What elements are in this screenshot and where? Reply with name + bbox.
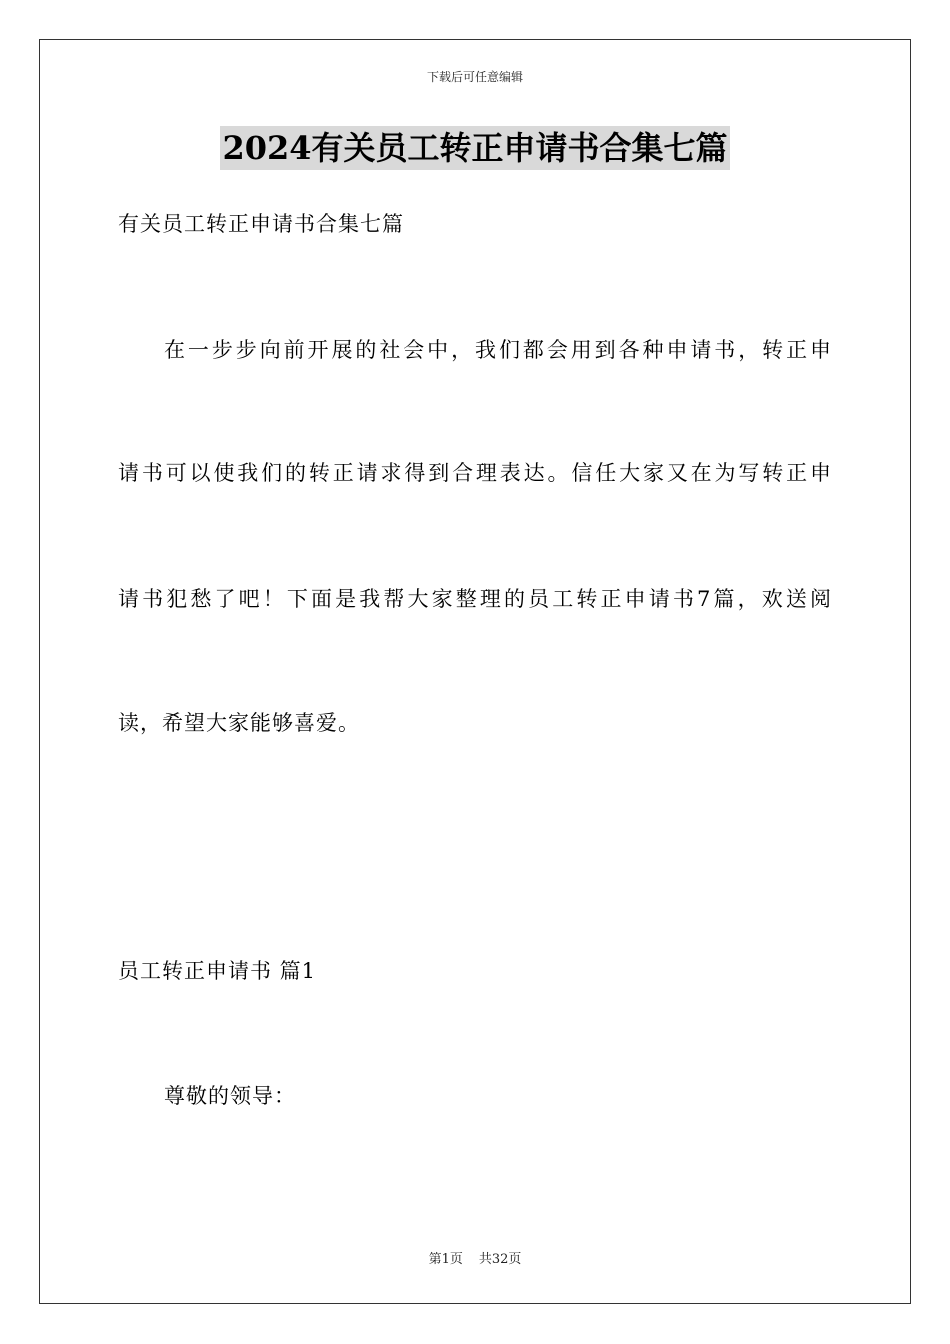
page-total: 共32页 xyxy=(478,1252,522,1267)
intro-line-3: 请书犯愁了吧！下面是我帮大家整理的员工转正申请书7篇，欢送阅 xyxy=(118,587,831,611)
section-heading: 员工转正申请书 篇1 xyxy=(118,959,317,983)
salutation: 尊敬的领导： xyxy=(164,1084,296,1108)
intro-line-4: 读，希望大家能够喜爱。 xyxy=(118,711,360,735)
document-title: 2024有关员工转正申请书合集七篇 xyxy=(220,126,729,170)
header-note: 下载后可任意编辑 xyxy=(426,70,523,84)
title-container xyxy=(0,126,950,170)
document-subtitle: 有关员工转正申请书合集七篇 xyxy=(118,212,404,236)
intro-line-2: 请书可以使我们的转正请求得到合理表达。信任大家又在为写转正申 xyxy=(118,461,831,485)
intro-line-1: 在一步步向前开展的社会中，我们都会用到各种申请书，转正申 xyxy=(164,338,831,362)
page-number: 第1页 xyxy=(428,1252,463,1267)
page-footer xyxy=(0,1248,950,1267)
